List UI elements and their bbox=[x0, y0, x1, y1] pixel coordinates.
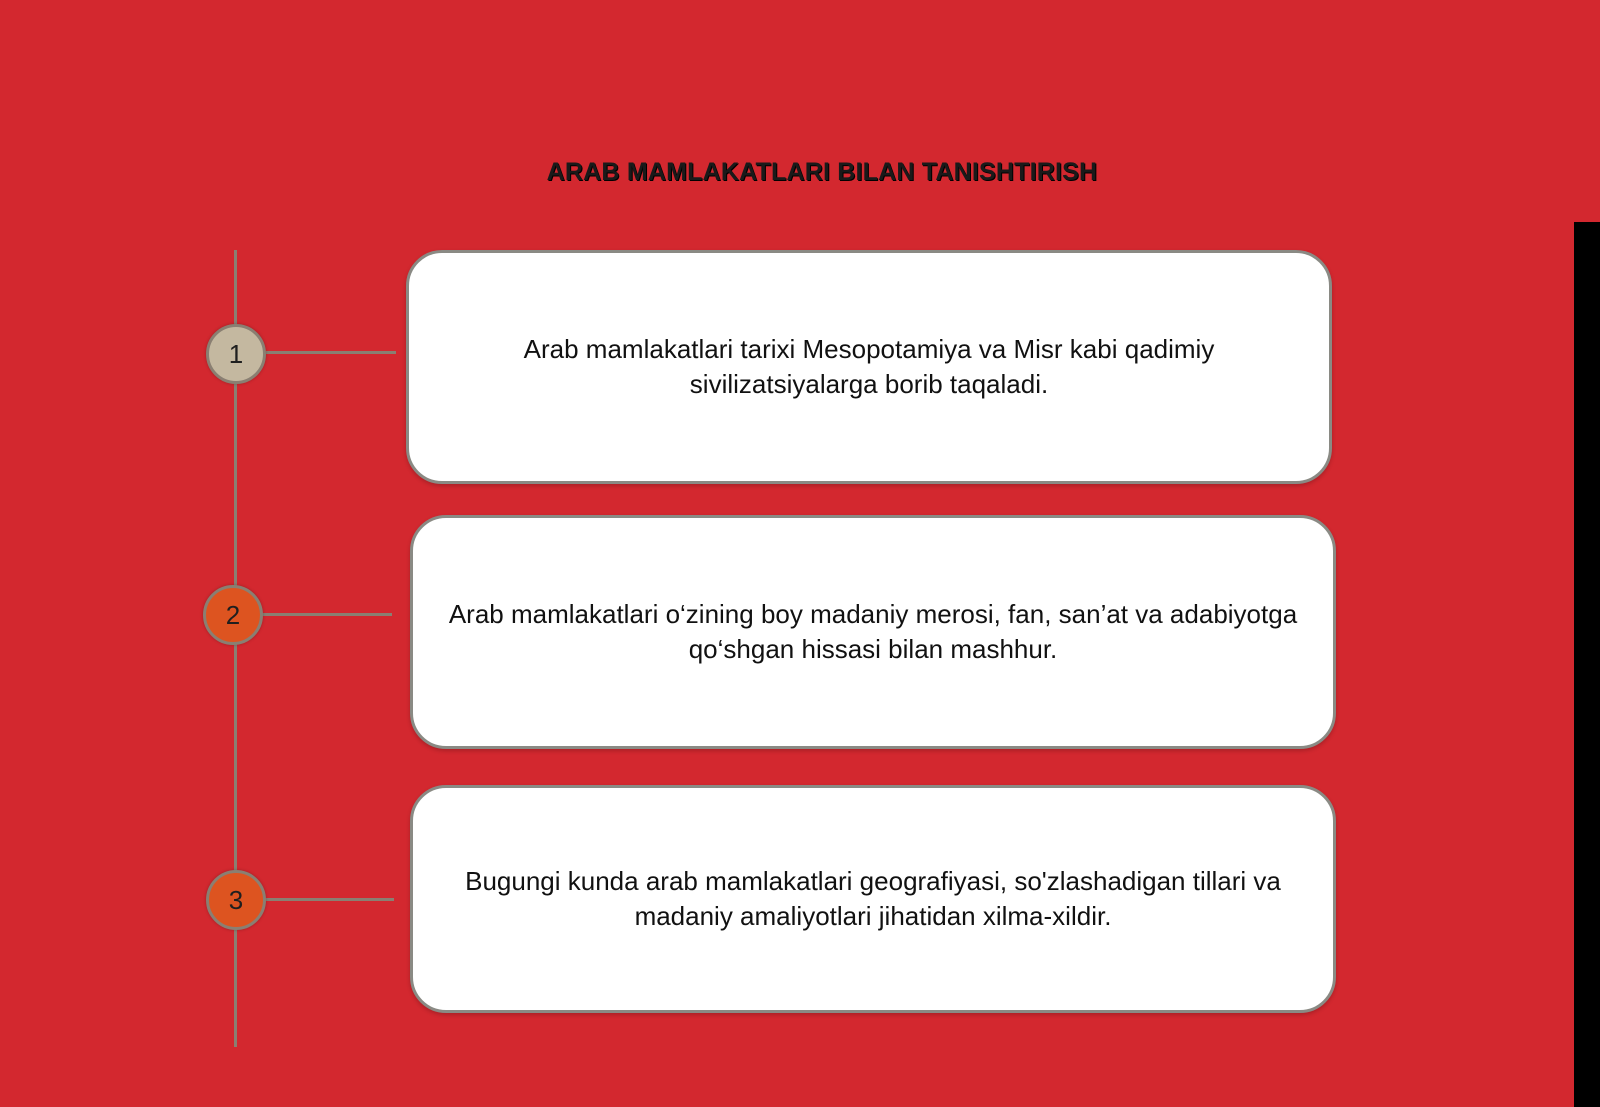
slide-title: ARAB MAMLAKATLARI BILAN TANISHTIRISH bbox=[546, 158, 1098, 186]
right-edge-bar bbox=[1574, 222, 1600, 1107]
step-card-2 bbox=[410, 515, 1336, 749]
step-text-3: Bugungi kunda arab mamlakatlari geografiyasi, so'zlashadigan tillari va madaniy amaliyotlari jihatidan xilma-xildir. bbox=[465, 866, 1281, 931]
step-number-2: 2 bbox=[225, 599, 241, 630]
step-number-1: 1 bbox=[228, 338, 244, 369]
step-text-1: Arab mamlakatlari tarixi Mesopotamiya va Misr kabi qadimiy sivilizatsiyalarga borib taqaladi. bbox=[523, 334, 1215, 399]
connector-1 bbox=[266, 351, 396, 354]
step-node-1 bbox=[206, 324, 266, 384]
connector-3 bbox=[264, 898, 394, 901]
step-card-1 bbox=[406, 250, 1332, 484]
step-node-3 bbox=[206, 870, 266, 930]
step-number-3: 3 bbox=[228, 884, 244, 915]
connector-2 bbox=[262, 613, 392, 616]
step-text-2: Arab mamlakatlari o‘zining boy madaniy merosi, fan, san’at va adabiyotga qo‘shgan hissasi bilan mashhur. bbox=[448, 599, 1298, 664]
step-node-2 bbox=[203, 585, 263, 645]
step-card-3 bbox=[410, 785, 1336, 1013]
